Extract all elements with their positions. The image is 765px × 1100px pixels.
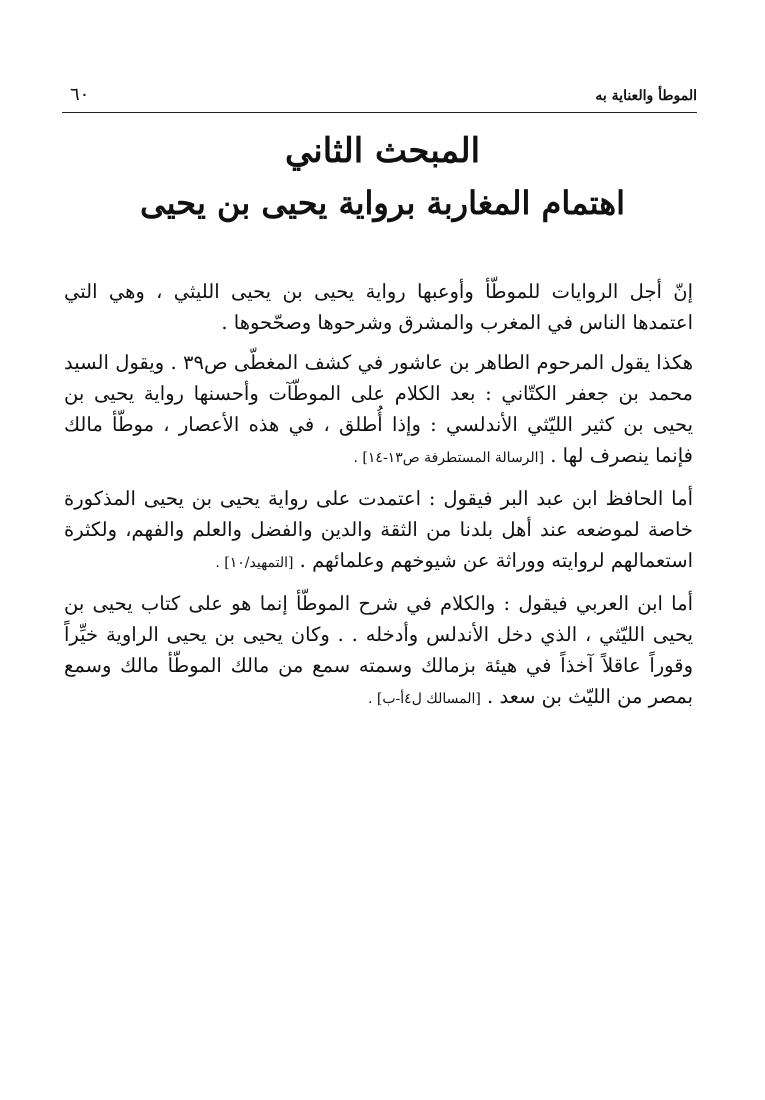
running-header <box>62 82 697 112</box>
paragraph-text: أما الحافظ ابن عبد البر فيقول : اعتمدت على رواية يحيى بن يحيى المذكورة خاصة لموضعه عند أهل بلدنا من الثقة والدين والفضل والعلم والفهم، ولكثرة استعمالهم لروايته ووراثة عن شيوخهم وعلمائهم . <box>64 487 693 572</box>
page-number: ٦٠ <box>70 84 90 105</box>
section-heading <box>0 125 765 229</box>
chapter-title: المبحث الثاني <box>284 131 481 171</box>
section-title: اهتمام المغاربة برواية يحيى بن يحيى <box>139 184 626 222</box>
running-title: الموطأ والعناية به <box>595 88 697 104</box>
citation: [المسالك ل٤أ-ب] . <box>367 691 481 707</box>
paragraph-text: إنّ أجل الروايات للموطّأ وأوعبها رواية يحيى بن يحيى الليثي ، وهي التي اعتمدها الناس في المغرب والمشرق وشرحوها وصحّحوها . <box>64 280 693 334</box>
citation: [التمهيد/١٠] . <box>215 555 294 571</box>
paragraph <box>64 276 693 338</box>
citation: [الرسالة المستطرفة ص١٣-١٤] . <box>353 450 545 466</box>
body-text <box>64 276 693 724</box>
paragraph-text: هكذا يقول المرحوم الطاهر بن عاشور في كشف المغطّى ص٣٩ . ويقول السيد محمد بن جعفر الكتّاني : بعد الكلام على الموطّآت وأحسنها رواية يحيى بن يحيى بن كثير الليّثي الأندلسي : وإذا أُطلق ، في هذه الأعصار ، موطّأ مالك فإنما ينصرف لها . <box>64 351 693 467</box>
paragraph <box>64 483 693 579</box>
header-rule <box>62 112 697 113</box>
paragraph-text: أما ابن العربي فيقول : والكلام في شرح الموطّأ إنما هو على كتاب يحيى بن يحيى الليّثي ، الذي دخل الأندلس وأدخله . . وكان يحيى بن يحيى الراوية خيِّراً وقوراً عاقلاً آخذاً في هيئة بزمالك وسمته سمع من مالك الموطّأ مالك وسمع بمصر من الليّث بن سعد . <box>64 592 693 708</box>
paragraph <box>64 588 693 715</box>
paragraph <box>64 347 693 474</box>
